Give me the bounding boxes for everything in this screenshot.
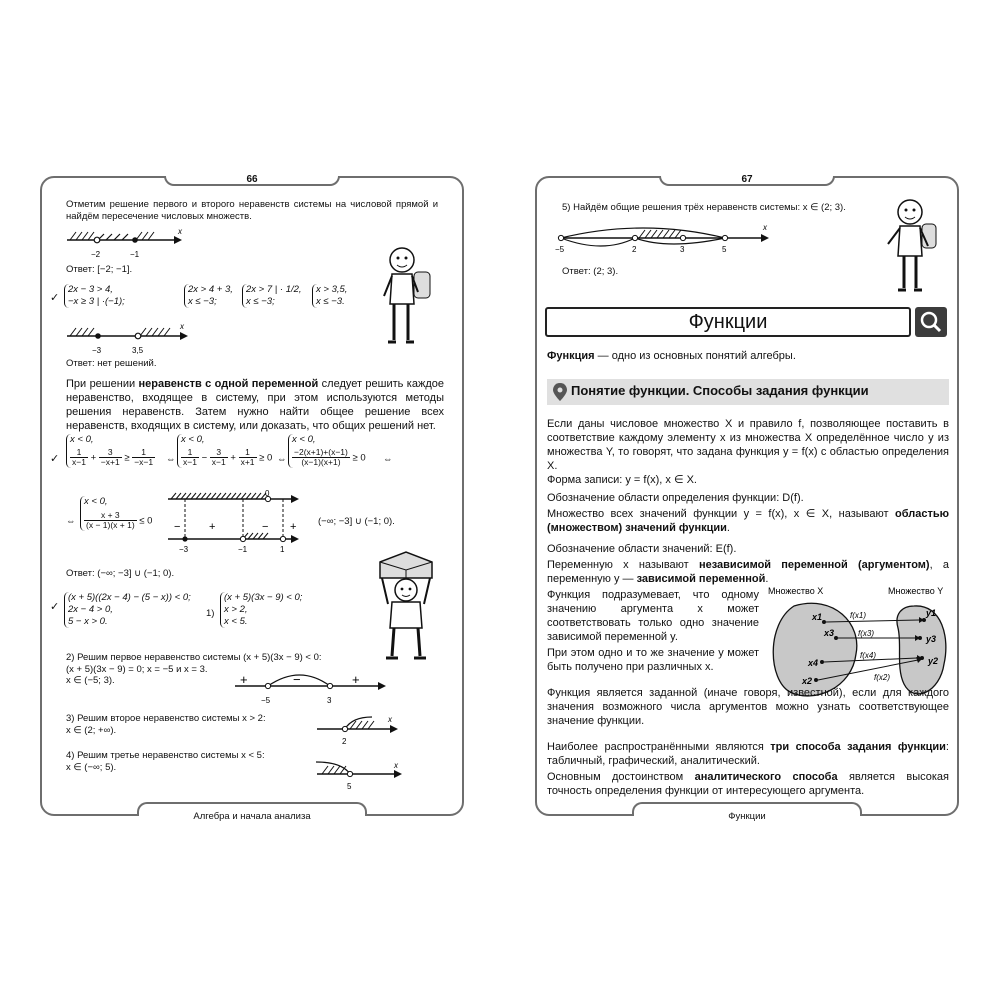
definition-line: Функция — одно из основных понятий алгебры. [547, 350, 796, 362]
paragraph-1: Если даны числовое множество X и правило f, позволяющее поставить в соответствие каждому элементу x из множества X определённое число y из множества Y, то говорят, что задана функция y = f(x) с областью определения X. [547, 418, 949, 473]
set-y-label: Множество Y [888, 586, 944, 596]
step-3: 3) Решим второе неравенство системы x > 2: x ∈ (2; +∞). [66, 713, 266, 736]
arrow-label: f(x3) [858, 629, 874, 638]
tick-label: 3,5 [132, 346, 144, 355]
section-header [547, 379, 949, 405]
axis-label: x [388, 715, 392, 724]
x-point-label: x3 [824, 628, 835, 638]
search-input[interactable]: Функции [545, 307, 911, 337]
sign-label: + [352, 672, 360, 687]
sign-number-line [163, 490, 308, 556]
number-line-1 [62, 228, 192, 260]
search-icon [915, 307, 947, 337]
answer-3: Ответ: (−∞; −3] ∪ (−1; 0). [66, 568, 175, 579]
system-a: 2x − 3 > 4, −x ≥ 3 | ·(−1); [64, 284, 125, 308]
equivalence-arrow: ⇔ [383, 454, 393, 465]
x-point-label: x1 [812, 612, 823, 622]
paragraph-9: Функция является заданной (иначе говоря, известной), если для каждого значения возможного числа аргументов можно узнать соответствующее значение функции. [547, 687, 949, 728]
system-3c: x < 0, $\frac{-2(x+1)+(x-1)}{(x-1)(x+1)}$ ≥ 0 [288, 434, 366, 468]
arrow-label: f(x1) [850, 611, 866, 620]
paragraph-3: Обозначение области определения функции: D(f). [547, 492, 804, 504]
y-point-label: y2 [928, 656, 939, 666]
tick-label: 2 [632, 245, 637, 254]
axis-label: x [178, 228, 182, 236]
tick-label: 1 [280, 545, 285, 554]
result-4: (−∞; −3] ∪ (−1; 0). [318, 516, 395, 527]
paragraph-8: При этом одно и то же значение y может быть получено при различных x. [547, 647, 759, 674]
axis-label: x [763, 223, 767, 232]
x-point-label: x2 [802, 676, 813, 686]
system-5b: (x + 5)(3x − 9) < 0; x > 2, x < 5. [220, 592, 302, 628]
system-3a: x < 0, $\frac{1}{x-1}$ + $\frac{3}{-x+1}$ ≥ $\frac{1}{-x-1}$ [66, 434, 155, 468]
answer-right: Ответ: (2; 3). [562, 266, 619, 277]
boy-illustration [884, 196, 944, 300]
equivalence-arrow: ⇔ [66, 516, 76, 527]
section-title: Понятие функции. Способы задания функции [571, 383, 869, 398]
number-line-6 [553, 220, 783, 264]
equivalence-arrow: ⇔ [277, 454, 287, 465]
equivalence-arrow: ⇔ [166, 454, 176, 465]
axis-label: x [180, 322, 184, 331]
system-b: 2x > 4 + 3, x ≤ −3; [184, 284, 233, 308]
sign-label: − [293, 672, 301, 687]
answer-2: Ответ: нет решений. [66, 358, 157, 369]
number-line-4 [312, 713, 402, 749]
sign-label: + [209, 521, 216, 533]
search-bar [545, 307, 949, 339]
number-line-5 [312, 758, 408, 794]
location-pin-icon [553, 382, 567, 402]
number-line-3 [230, 670, 390, 708]
tick-label: 3 [327, 696, 332, 705]
paragraph-6: Переменную x называют независимой переменной (аргументом), а переменную y — зависимой переменной. [547, 559, 949, 586]
sign-label: + [240, 672, 248, 687]
step-2: 2) Решим первое неравенство системы (x + 5)(3x − 9) < 0: (x + 5)(3x − 9) = 0; x = −5 и x = 3. x ∈ (−5; 3). [66, 652, 322, 687]
x-point-label: x4 [808, 658, 819, 668]
system-4: x < 0, $\frac{x + 3}{(x - 1)(x + 1)}$ ≤ 0 [80, 496, 152, 531]
tick-label: −1 [130, 250, 140, 259]
axis-label: x [394, 761, 398, 770]
tick-label: −3 [92, 346, 102, 355]
paragraph-10: Наиболее распространёнными являются три способа задания функции: табличный, графический, аналитический. [547, 741, 949, 768]
system-5a: (x + 5)((2x − 4) − (5 − x)) < 0; 2x − 4 > 0, 5 − x > 0. [64, 592, 191, 628]
tick-label: 0 [265, 490, 270, 498]
step-4: 4) Решим третье неравенство системы x < 5: x ∈ (−∞; 5). [66, 750, 265, 773]
sign-label: − [262, 521, 269, 533]
arrow-label: f(x4) [860, 651, 876, 660]
page-number: 66 [246, 174, 258, 185]
answer-1: Ответ: [−2; −1]. [66, 264, 133, 275]
system-3b: x < 0, $\frac{1}{x-1}$ − $\frac{3}{x-1}$ + $\frac{1}{x+1}$ ≥ 0 [177, 434, 272, 468]
sign-label: + [290, 521, 297, 533]
tick-label: −2 [91, 250, 101, 259]
intro-text: Отметим решение первого и второго неравенств системы на числовой прямой и найдём пересечение числовых множеств. [66, 199, 438, 222]
tick-label: 2 [342, 737, 347, 746]
paragraph-inequalities: При решении неравенств с одной переменной следует решить каждое неравенство, входящее в систему, при этом используются методы решения неравенств. Затем нужно найти общее решение всех неравенств, входящих в систему, или доказать, что общих решений нет. [66, 378, 444, 433]
boy-with-box-illustration [372, 548, 440, 666]
system-d: x > 3,5, x ≤ −3. [312, 284, 347, 308]
y-point-label: y1 [926, 608, 937, 618]
system-c: 2x > 7 | · 1/2, x ≤ −3; [242, 284, 302, 308]
paragraph-7: Функция подразумевает, что одному значению аргумента x может соответствовать только одно значение зависимой переменной y. [547, 589, 759, 644]
sign-label: − [174, 521, 181, 533]
tick-label: 3 [680, 245, 685, 254]
paragraph-11: Основным достоинством аналитического способа является высокая точность определения функции от интересующего аргумента. [547, 771, 949, 798]
paragraph-2: Форма записи: y = f(x), x ∈ X. [547, 474, 697, 486]
search-button[interactable] [915, 307, 947, 337]
number-line-2 [62, 322, 197, 356]
left-footer: Алгебра и начала анализа [193, 811, 311, 822]
tick-label: 5 [722, 245, 727, 254]
set-x-label: Множество X [768, 586, 824, 596]
checkmark-icon: ✓ [50, 453, 60, 465]
right-footer: Функции [728, 811, 766, 822]
boy-illustration [378, 244, 438, 354]
arrow-label: f(x2) [874, 673, 890, 682]
y-point-label: y3 [926, 634, 937, 644]
step-5: 5) Найдём общие решения трёх неравенств системы: x ∈ (2; 3). [562, 202, 846, 213]
tick-label: −5 [261, 696, 271, 705]
tick-label: −5 [555, 245, 565, 254]
tick-label: −3 [179, 545, 189, 554]
checkmark-icon: ✓ [50, 601, 60, 613]
tick-label: −1 [238, 545, 248, 554]
step-number: 1) [206, 608, 215, 619]
tick-label: 5 [347, 782, 352, 791]
paragraph-4: Множество всех значений функции y = f(x), x ∈ X, называют областью (множеством) значений функции. [547, 508, 949, 535]
page-number: 67 [741, 174, 753, 185]
checkmark-icon: ✓ [50, 292, 60, 304]
paragraph-5: Обозначение области значений: E(f). [547, 543, 737, 555]
